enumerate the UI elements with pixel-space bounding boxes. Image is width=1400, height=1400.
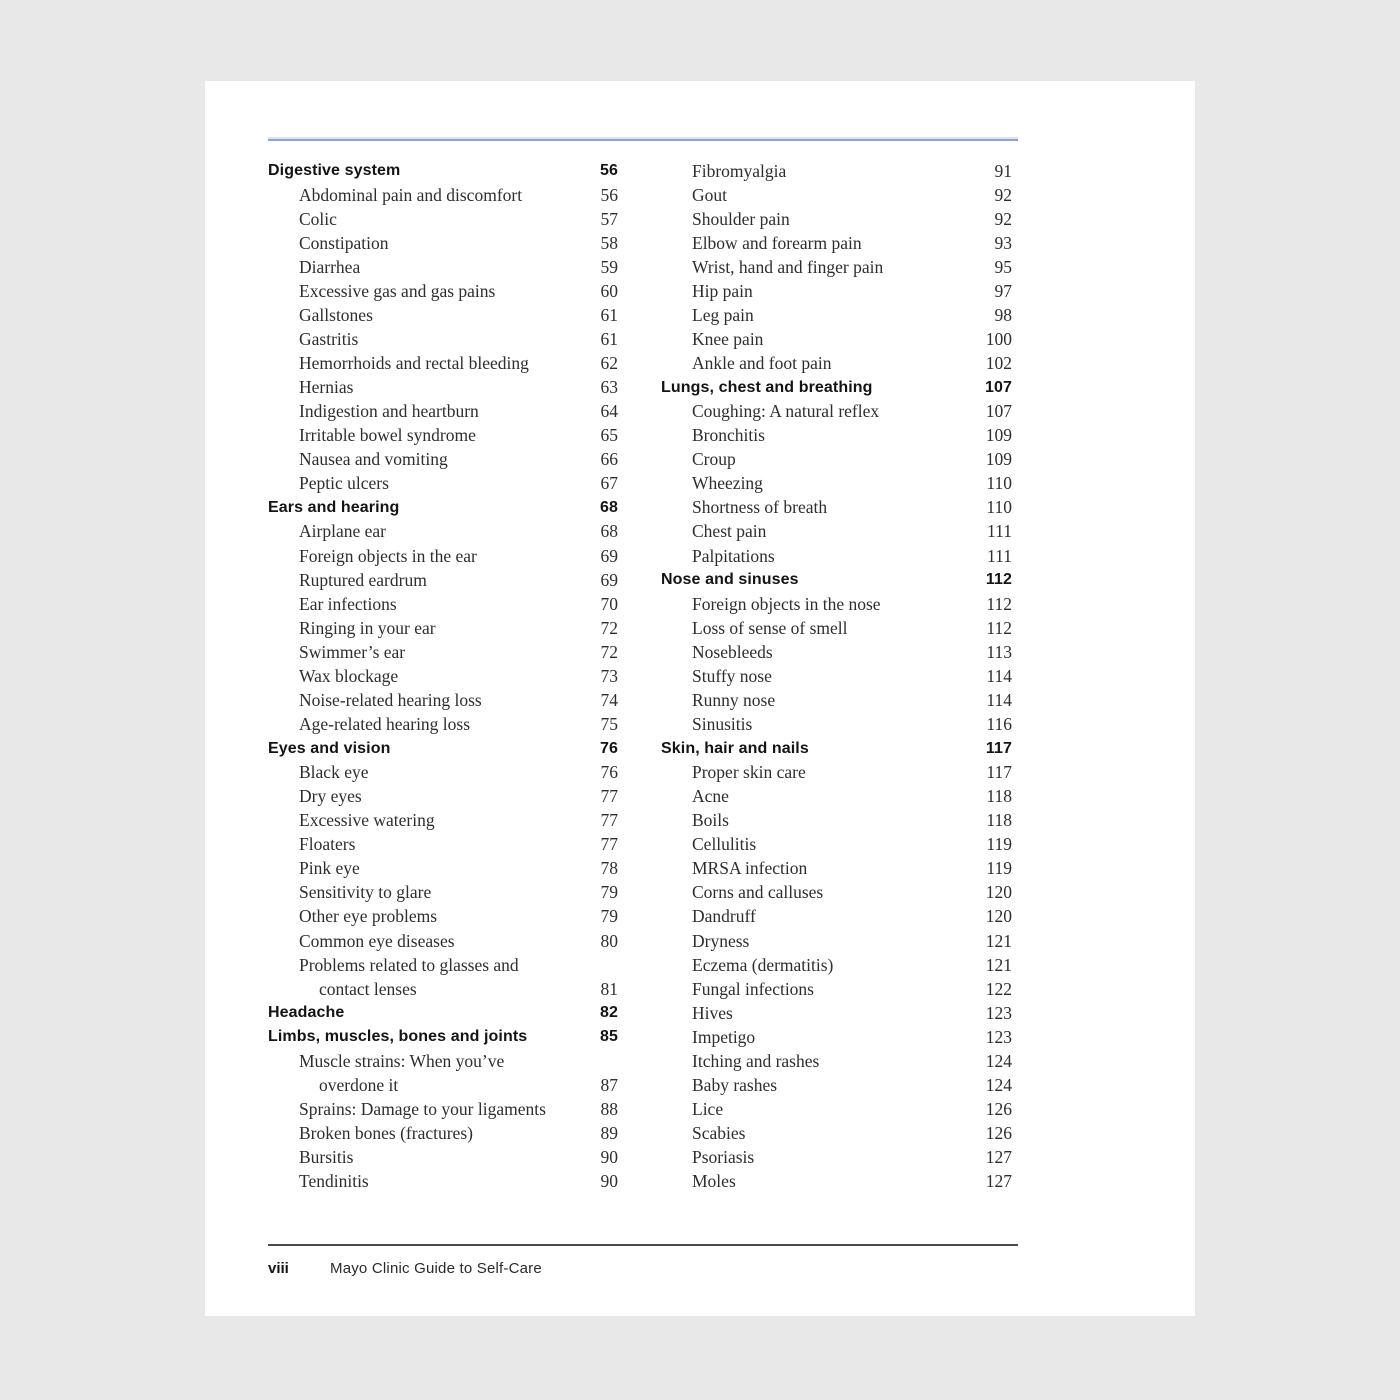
- toc-entry-page-number: 92: [994, 208, 1012, 229]
- page-footer: [268, 1258, 1018, 1278]
- toc-row: [661, 448, 1012, 472]
- toc-section-label: Nose and sinuses: [661, 571, 799, 589]
- toc-row: [268, 424, 618, 448]
- toc-entry-page-number: 82: [600, 1004, 618, 1022]
- toc-entry-page-number: 100: [985, 328, 1012, 349]
- toc-row: [661, 1049, 1012, 1073]
- toc-row: [268, 640, 618, 664]
- toc-entry-label: Constipation: [299, 232, 389, 253]
- toc-entry-page-number: 110: [986, 497, 1012, 518]
- toc-row: [661, 255, 1012, 279]
- toc-entry-label: Pink eye: [299, 858, 360, 879]
- toc-entry-label: Wrist, hand and finger pain: [692, 256, 884, 277]
- toc-row: [661, 977, 1012, 1001]
- toc-entry-label: Boils: [692, 810, 729, 831]
- toc-entry-label: Colic: [299, 208, 337, 229]
- toc-row: [661, 929, 1012, 953]
- toc-row: [661, 1146, 1012, 1170]
- toc-entry-label: Noise-related hearing loss: [299, 689, 482, 710]
- toc-entry-page-number: 79: [600, 906, 618, 927]
- toc-entry-page-number: 120: [985, 882, 1012, 903]
- toc-entry-page-number: 95: [994, 256, 1012, 277]
- toc-entry-page-number: 117: [986, 762, 1012, 783]
- toc-row: [268, 592, 618, 616]
- toc-entry-page-number: 98: [994, 304, 1012, 325]
- toc-entry-page-number: 61: [600, 328, 618, 349]
- toc-entry-label: Foreign objects in the ear: [299, 545, 477, 566]
- toc-entry-label: Cellulitis: [692, 834, 757, 855]
- toc-entry-page-number: 72: [600, 641, 618, 662]
- toc-row: [661, 279, 1012, 303]
- toc-entry-label: Scabies: [692, 1123, 746, 1144]
- toc-section-row: [661, 568, 1012, 592]
- toc-column-right: [661, 159, 1012, 1194]
- toc-entry-page-number: 122: [985, 978, 1012, 999]
- toc-row: [268, 568, 618, 592]
- toc-entry-label: Black eye: [299, 762, 369, 783]
- toc-entry-page-number: 69: [600, 569, 618, 590]
- toc-row: [268, 352, 618, 376]
- toc-entry-label: Hip pain: [692, 280, 753, 301]
- toc-entry-page-number: 72: [600, 617, 618, 638]
- toc-entry-label: Lice: [692, 1098, 724, 1119]
- toc-entry-page-number: 121: [985, 930, 1012, 951]
- toc-row: [661, 544, 1012, 568]
- toc-entry-page-number: 124: [985, 1074, 1012, 1095]
- toc-entry-page-number: 102: [985, 353, 1012, 374]
- toc-entry-page-number: 77: [600, 810, 618, 831]
- toc-entry-label: Hives: [692, 1002, 733, 1023]
- toc-row: [661, 905, 1012, 929]
- toc-entry-page-number: 112: [985, 571, 1012, 589]
- toc-entry-label: Loss of sense of smell: [692, 617, 848, 638]
- toc-entry-page-number: 118: [986, 810, 1012, 831]
- toc-row: [661, 303, 1012, 327]
- toc-entry-label: Floaters: [299, 834, 356, 855]
- toc-entry-page-number: 75: [600, 713, 618, 734]
- toc-entry-page-number: 107: [985, 378, 1012, 396]
- toc-entry-label: Airplane ear: [299, 521, 386, 542]
- toc-entry-label: Fungal infections: [692, 978, 814, 999]
- toc-entry-label: overdone it: [319, 1074, 399, 1095]
- toc-row: [661, 833, 1012, 857]
- toc-row: [268, 833, 618, 857]
- toc-entry-label: Gallstones: [299, 304, 373, 325]
- toc-row: [661, 881, 1012, 905]
- toc-entry-label: Diarrhea: [299, 256, 361, 277]
- header-rule: [268, 137, 1018, 141]
- toc-entry-page-number: 65: [600, 425, 618, 446]
- toc-entry-label: Ear infections: [299, 593, 397, 614]
- toc-entry-page-number: 70: [600, 593, 618, 614]
- toc-entry-page-number: 109: [985, 449, 1012, 470]
- toc-entry-page-number: 121: [985, 954, 1012, 975]
- toc-entry-page-number: 67: [600, 473, 618, 494]
- folio-page-number: viii: [268, 1259, 289, 1277]
- toc-entry-label: Broken bones (fractures): [299, 1123, 473, 1144]
- toc-entry-page-number: 107: [985, 401, 1012, 422]
- toc-entry-label: contact lenses: [319, 978, 417, 999]
- toc-entry-page-number: 87: [600, 1074, 618, 1095]
- toc-entry-label: Foreign objects in the nose: [692, 593, 881, 614]
- toc-entry-page-number: 111: [987, 521, 1012, 542]
- toc-row: [661, 472, 1012, 496]
- toc-row: [268, 1122, 618, 1146]
- toc-row: [268, 472, 618, 496]
- toc-entry-label: Palpitations: [692, 545, 775, 566]
- toc-entry-page-number: 77: [600, 786, 618, 807]
- toc-entry-page-number: 90: [600, 1147, 618, 1168]
- toc-entry-label: Shortness of breath: [692, 497, 828, 518]
- toc-entry-page-number: 90: [600, 1171, 618, 1192]
- toc-section-row: [661, 737, 1012, 761]
- toc-row: [661, 809, 1012, 833]
- toc-row: [268, 1049, 618, 1073]
- toc-row: [268, 688, 618, 712]
- toc-entry-page-number: 77: [600, 834, 618, 855]
- toc-section-label: Ears and hearing: [268, 498, 400, 516]
- toc-row: [268, 905, 618, 929]
- toc-entry-label: Croup: [692, 449, 736, 470]
- toc-entry-label: Chest pain: [692, 521, 767, 542]
- toc-entry-label: Stuffy nose: [692, 665, 772, 686]
- toc-entry-label: Ruptured eardrum: [299, 569, 427, 590]
- toc-row: [661, 664, 1012, 688]
- toc-entry-page-number: 80: [600, 930, 618, 951]
- toc-entry-label: Wax blockage: [299, 665, 399, 686]
- toc-row: [661, 1001, 1012, 1025]
- toc-entry-page-number: 68: [600, 498, 618, 516]
- toc-entry-label: Abdominal pain and discomfort: [299, 184, 523, 205]
- toc-row: [661, 207, 1012, 231]
- toc-entry-page-number: 113: [986, 641, 1012, 662]
- toc-entry-page-number: 117: [985, 739, 1012, 757]
- toc-entry-page-number: 112: [986, 617, 1012, 638]
- toc-entry-page-number: 78: [600, 858, 618, 879]
- toc-entry-page-number: 88: [600, 1098, 618, 1119]
- toc-entry-label: Peptic ulcers: [299, 473, 389, 494]
- toc-row: [268, 231, 618, 255]
- toc-entry-label: Bursitis: [299, 1147, 354, 1168]
- toc-entry-label: Elbow and forearm pain: [692, 232, 862, 253]
- toc-row: [661, 183, 1012, 207]
- toc-row: [268, 977, 618, 1001]
- toc-entry-label: Other eye problems: [299, 906, 438, 927]
- toc-entry-label: Sensitivity to glare: [299, 882, 432, 903]
- toc-entry-label: Gastritis: [299, 328, 359, 349]
- toc-section-label: Digestive system: [268, 162, 401, 180]
- toc-row: [661, 712, 1012, 736]
- toc-entry-page-number: 118: [986, 786, 1012, 807]
- toc-entry-page-number: 73: [600, 665, 618, 686]
- toc-entry-page-number: 85: [600, 1028, 618, 1046]
- toc-entry-page-number: 56: [600, 184, 618, 205]
- toc-entry-label: Shoulder pain: [692, 208, 790, 229]
- toc-entry-page-number: 61: [600, 304, 618, 325]
- toc-row: [661, 1073, 1012, 1097]
- toc-entry-page-number: 76: [600, 739, 618, 757]
- toc-row: [661, 592, 1012, 616]
- toc-entry-page-number: 123: [985, 1002, 1012, 1023]
- toc-entry-label: Nausea and vomiting: [299, 449, 448, 470]
- toc-entry-page-number: 97: [994, 280, 1012, 301]
- toc-row: [268, 809, 618, 833]
- toc-row: [661, 616, 1012, 640]
- toc-entry-page-number: 60: [600, 280, 618, 301]
- toc-entry-label: Wheezing: [692, 473, 763, 494]
- toc-entry-label: Ringing in your ear: [299, 617, 436, 638]
- toc-section-label: Headache: [268, 1004, 345, 1022]
- toc-section-row: [268, 1025, 618, 1049]
- toc-row: [661, 231, 1012, 255]
- toc-row: [268, 400, 618, 424]
- toc-section-row: [268, 496, 618, 520]
- toc-entry-page-number: 127: [985, 1147, 1012, 1168]
- toc-entry-label: Ankle and foot pain: [692, 353, 832, 374]
- toc-entry-label: MRSA infection: [692, 858, 808, 879]
- toc-entry-label: Baby rashes: [692, 1074, 778, 1095]
- toc-entry-label: Hernias: [299, 377, 354, 398]
- toc-entry-page-number: 124: [985, 1050, 1012, 1071]
- toc-row: [661, 1097, 1012, 1121]
- toc-entry-label: Gout: [692, 184, 727, 205]
- toc-row: [268, 953, 618, 977]
- toc-entry-page-number: 62: [600, 353, 618, 374]
- toc-row: [268, 255, 618, 279]
- toc-section-row: [268, 737, 618, 761]
- toc-row: [661, 352, 1012, 376]
- toc-entry-page-number: 81: [600, 978, 618, 999]
- toc-entry-page-number: 56: [600, 162, 618, 180]
- footer-rule: [268, 1244, 1018, 1246]
- toc-row: [661, 1170, 1012, 1194]
- toc-row: [268, 448, 618, 472]
- toc-section-label: Limbs, muscles, bones and joints: [268, 1028, 528, 1046]
- toc-entry-page-number: 89: [600, 1123, 618, 1144]
- toc-entry-label: Runny nose: [692, 689, 776, 710]
- toc-entry-page-number: 64: [600, 401, 618, 422]
- toc-entry-page-number: 69: [600, 545, 618, 566]
- toc-entry-label: Common eye diseases: [299, 930, 455, 951]
- toc-entry-label: Eczema (dermatitis): [692, 954, 834, 975]
- toc-row: [268, 857, 618, 881]
- toc-row: [268, 1097, 618, 1121]
- toc-entry-label: Coughing: A natural reflex: [692, 401, 880, 422]
- toc-entry-label: Excessive gas and gas pains: [299, 280, 496, 301]
- toc-entry-page-number: 126: [985, 1123, 1012, 1144]
- toc-row: [661, 1025, 1012, 1049]
- toc-entry-page-number: 91: [994, 160, 1012, 181]
- toc-section-row: [661, 376, 1012, 400]
- toc-row: [268, 929, 618, 953]
- toc-row: [268, 520, 618, 544]
- toc-row: [661, 688, 1012, 712]
- toc-entry-label: Acne: [692, 786, 729, 807]
- toc-entry-page-number: 119: [986, 858, 1012, 879]
- toc-entry-label: Swimmer’s ear: [299, 641, 406, 662]
- toc-entry-page-number: 93: [994, 232, 1012, 253]
- toc-row: [268, 207, 618, 231]
- toc-entry-label: Sinusitis: [692, 713, 753, 734]
- toc-row: [661, 1122, 1012, 1146]
- toc-entry-page-number: 74: [600, 689, 618, 710]
- book-title: Mayo Clinic Guide to Self-Care: [330, 1259, 542, 1277]
- toc-entry-page-number: 127: [985, 1171, 1012, 1192]
- toc-entry-label: Bronchitis: [692, 425, 765, 446]
- toc-entry-page-number: 109: [985, 425, 1012, 446]
- toc-row: [268, 1073, 618, 1097]
- toc-entry-page-number: 79: [600, 882, 618, 903]
- toc-entry-page-number: 58: [600, 232, 618, 253]
- toc-row: [661, 953, 1012, 977]
- toc-row: [661, 327, 1012, 351]
- toc-row: [661, 785, 1012, 809]
- toc-row: [661, 520, 1012, 544]
- toc-row: [268, 303, 618, 327]
- toc-entry-label: Dry eyes: [299, 786, 362, 807]
- toc-entry-label: Itching and rashes: [692, 1050, 820, 1071]
- toc-row: [268, 712, 618, 736]
- toc-entry-page-number: 126: [985, 1098, 1012, 1119]
- toc-entry-label: Sprains: Damage to your ligaments: [299, 1098, 546, 1119]
- toc-row: [268, 761, 618, 785]
- toc-entry-label: Tendinitis: [299, 1171, 369, 1192]
- toc-row: [661, 159, 1012, 183]
- toc-row: [268, 279, 618, 303]
- toc-entry-page-number: 66: [600, 449, 618, 470]
- toc-entry-label: Moles: [692, 1171, 736, 1192]
- toc-entry-label: Problems related to glasses and: [299, 954, 519, 975]
- toc-entry-label: Nosebleeds: [692, 641, 773, 662]
- toc-entry-page-number: 110: [986, 473, 1012, 494]
- toc-section-label: Eyes and vision: [268, 739, 391, 757]
- toc-entry-page-number: 111: [987, 545, 1012, 566]
- toc-entry-page-number: 59: [600, 256, 618, 277]
- toc-section-row: [268, 1001, 618, 1025]
- toc-section-label: Skin, hair and nails: [661, 739, 809, 757]
- toc-row: [268, 327, 618, 351]
- toc-entry-label: Hemorrhoids and rectal bleeding: [299, 353, 529, 374]
- toc-column-left: [268, 159, 618, 1194]
- toc-row: [661, 400, 1012, 424]
- toc-entry-label: Dandruff: [692, 906, 756, 927]
- toc-entry-label: Muscle strains: When you’ve: [299, 1050, 505, 1071]
- toc-row: [661, 761, 1012, 785]
- toc-entry-label: Indigestion and heartburn: [299, 401, 479, 422]
- toc-entry-label: Age-related hearing loss: [299, 713, 471, 734]
- toc-section-label: Lungs, chest and breathing: [661, 378, 873, 396]
- toc-row: [268, 664, 618, 688]
- toc-entry-page-number: 68: [600, 521, 618, 542]
- toc-entry-label: Psoriasis: [692, 1147, 755, 1168]
- toc-entry-label: Fibromyalgia: [692, 160, 787, 181]
- toc-row: [268, 376, 618, 400]
- toc-row: [268, 616, 618, 640]
- toc-row: [661, 496, 1012, 520]
- toc-entry-page-number: 57: [600, 208, 618, 229]
- toc-row: [268, 785, 618, 809]
- toc-entry-page-number: 92: [994, 184, 1012, 205]
- toc-row: [661, 857, 1012, 881]
- toc-entry-label: Knee pain: [692, 328, 764, 349]
- toc-entry-label: Dryness: [692, 930, 750, 951]
- toc-row: [661, 640, 1012, 664]
- toc-entry-label: Excessive watering: [299, 810, 435, 831]
- toc-row: [661, 424, 1012, 448]
- toc-row: [268, 1146, 618, 1170]
- toc-entry-page-number: 114: [986, 665, 1012, 686]
- toc-section-row: [268, 159, 618, 183]
- toc-row: [268, 183, 618, 207]
- toc-entry-label: Impetigo: [692, 1026, 756, 1047]
- toc-entry-page-number: 112: [986, 593, 1012, 614]
- toc-entry-page-number: 76: [600, 762, 618, 783]
- toc-row: [268, 881, 618, 905]
- toc-entry-page-number: 114: [986, 689, 1012, 710]
- toc-entry-label: Irritable bowel syndrome: [299, 425, 476, 446]
- toc-entry-page-number: 116: [986, 713, 1012, 734]
- toc-entry-label: Corns and calluses: [692, 882, 824, 903]
- toc-entry-page-number: 63: [600, 377, 618, 398]
- toc-row: [268, 544, 618, 568]
- toc-row: [268, 1170, 618, 1194]
- toc-entry-page-number: 119: [986, 834, 1012, 855]
- toc-entry-label: Leg pain: [692, 304, 754, 325]
- toc-entry-page-number: 120: [985, 906, 1012, 927]
- toc-entry-page-number: 123: [985, 1026, 1012, 1047]
- toc-entry-label: Proper skin care: [692, 762, 806, 783]
- book-page: [205, 81, 1195, 1316]
